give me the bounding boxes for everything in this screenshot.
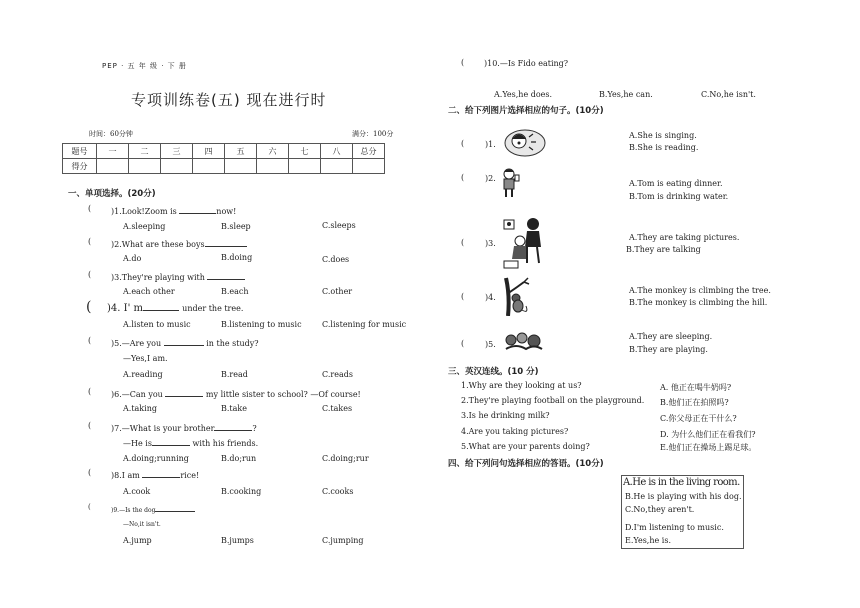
option-c: C.sleeps (322, 221, 356, 230)
answer-paren[interactable]: ( (461, 339, 465, 348)
answer-option: C.No,they aren't. (625, 505, 695, 514)
score-table (62, 143, 385, 174)
picture-option-b: B.They are playing. (629, 345, 708, 354)
match-left-item[interactable]: 1.Why are they looking at us? (461, 381, 582, 390)
question-text: now! (216, 207, 237, 216)
question-3 (111, 271, 245, 282)
picture-question-number: )5. (485, 340, 496, 349)
answer-blank[interactable] (207, 271, 245, 280)
option-c: C.doing;rur (322, 454, 369, 463)
option-a: A.Yes,he does. (494, 90, 553, 99)
answer-paren[interactable]: ( (88, 204, 92, 213)
answer-paren[interactable]: ( (88, 503, 91, 511)
answer-blank[interactable] (165, 388, 203, 397)
question-text: )5.—Are you (111, 339, 162, 348)
question-10: )10.—Is Fido eating? (484, 59, 569, 68)
picture-question-number: )3. (485, 239, 496, 248)
question-text: )1.Look!Zoom is (111, 207, 177, 216)
question-6 (111, 388, 361, 399)
question-text: )9.—Is the dog (111, 507, 156, 514)
question-line2: —Yes,I am. (123, 354, 168, 363)
answer-paren[interactable]: ( (88, 237, 92, 246)
match-right-item[interactable]: E.他们正在操场上踢足球。 (660, 443, 757, 452)
picture-question-number: )2. (485, 174, 496, 183)
picture-option-a: A.They are taking pictures. (629, 233, 740, 242)
option-c: C.cooks (322, 487, 354, 496)
option-c: C.reads (322, 370, 353, 379)
section4-heading: 四、给下列问句选择相应的答语。(10分) (448, 459, 604, 469)
table-cell: 总分 (353, 144, 385, 159)
picture-question-number: )4. (485, 293, 496, 302)
question-4 (107, 302, 243, 314)
answer-option: A.He is in the living room. (623, 477, 740, 488)
score-input-cell[interactable] (257, 159, 289, 174)
table-cell: 三 (161, 144, 193, 159)
match-right-item[interactable]: D. 为什么他们正在看我们? (660, 430, 756, 439)
option-b: B.read (221, 370, 248, 379)
score-input-cell[interactable] (353, 159, 385, 174)
picture-option-b: B.Tom is drinking water. (629, 192, 729, 201)
question-5 (111, 337, 259, 348)
option-c: C.does (322, 255, 350, 264)
picture-question-number: )1. (485, 140, 496, 149)
score-table-score-row (63, 159, 385, 174)
answer-paren[interactable]: ( (88, 387, 92, 396)
question-text: )4. I' m (107, 303, 143, 314)
series-label: PEP · 五 年 级 · 下 册 (102, 62, 187, 70)
picture-option-b: B.The monkey is climbing the hill. (629, 298, 768, 307)
option-a: A.listen to music (123, 320, 191, 329)
question-text: my little sister to school? —Of course! (205, 390, 361, 399)
question-9 (111, 505, 195, 514)
option-a: A.do (123, 254, 142, 263)
answer-paren[interactable]: ( (86, 299, 92, 315)
answer-paren[interactable]: ( (88, 336, 92, 345)
answer-paren[interactable]: ( (461, 238, 465, 247)
option-b: B.doing (221, 253, 253, 262)
answer-blank[interactable] (205, 238, 247, 247)
option-b: B.take (221, 404, 247, 413)
option-a: A.reading (123, 370, 163, 379)
match-right-item[interactable]: B.他们正在拍照吗? (660, 398, 729, 407)
question-7 (111, 422, 257, 433)
option-a: A.jump (123, 536, 152, 545)
score-input-cell[interactable] (321, 159, 353, 174)
option-b: B.cooking (221, 487, 262, 496)
option-b: B.sleep (221, 222, 251, 231)
score-input-cell[interactable] (289, 159, 321, 174)
answer-paren[interactable]: ( (461, 292, 465, 301)
section1-heading: 一、单项选择。(20分) (68, 189, 156, 199)
answer-paren[interactable]: ( (461, 139, 465, 148)
question-text: )3.They're playing with (111, 273, 205, 282)
score-input-cell[interactable] (193, 159, 225, 174)
question-2 (111, 238, 247, 249)
answer-blank[interactable] (142, 469, 180, 478)
picture-option-a: A.Tom is eating dinner. (629, 179, 723, 188)
kids-playing-picture (504, 331, 544, 353)
question-1 (111, 205, 236, 216)
option-c: C.No,he isn't. (701, 90, 756, 99)
option-c: C.takes (322, 404, 353, 413)
match-left-item[interactable]: 5.What are your parents doing? (461, 442, 590, 451)
answer-paren[interactable]: ( (88, 270, 92, 279)
score-table-header-row (63, 144, 385, 159)
option-a: A.taking (123, 404, 157, 413)
match-left-item[interactable]: 3.Is he drinking milk? (461, 411, 550, 420)
monkey-climbing-picture (502, 276, 532, 316)
page-title: 专项训练卷(五) 现在进行时 (131, 91, 327, 109)
question-text: )2.What are these boys (111, 240, 205, 249)
picture-option-b: B.She is reading. (629, 143, 699, 152)
section2-heading: 二、给下列图片选择相应的句子。(10分) (448, 106, 604, 116)
answer-blank[interactable] (179, 205, 216, 214)
table-cell: 得分 (63, 159, 97, 174)
table-cell: 五 (225, 144, 257, 159)
option-b: B.each (221, 287, 249, 296)
answer-blank[interactable] (152, 437, 190, 446)
match-left-item[interactable]: 2.They're playing football on the playground. (461, 396, 645, 405)
question-text: in the study? (206, 339, 259, 348)
answer-option: E.Yes,he is. (625, 536, 671, 545)
answer-paren[interactable]: ( (461, 58, 465, 67)
answer-paren[interactable]: ( (461, 173, 465, 182)
option-a: A.sleeping (123, 222, 166, 231)
option-c: C.jumping (322, 536, 364, 545)
question-text: with his friends. (192, 439, 259, 448)
question-text: under the tree. (182, 304, 244, 313)
full-score-label: 满分：100分 (352, 130, 394, 138)
question-text: rice! (180, 471, 200, 480)
picture-option-a: A.They are sleeping. (629, 332, 713, 341)
question-text: )7.—What is your brother (111, 424, 215, 433)
match-right-item[interactable]: A. 他正在喝牛奶吗? (660, 383, 732, 392)
table-cell: 八 (321, 144, 353, 159)
table-cell: 一 (97, 144, 129, 159)
question-text: —He is (123, 439, 152, 448)
table-cell: 七 (289, 144, 321, 159)
question-8 (111, 469, 199, 480)
picture-option-a: A.The monkey is climbing the tree. (629, 286, 771, 295)
question-line2 (123, 437, 258, 448)
section3-heading: 三、英汉连线。(10 分) (448, 367, 539, 377)
option-b: B.jumps (221, 536, 254, 545)
match-right-item[interactable]: C.你父母正在干什么? (660, 414, 737, 423)
answer-blank[interactable] (214, 422, 252, 431)
option-b: B.listening to music (221, 320, 302, 329)
table-cell: 题号 (63, 144, 97, 159)
option-a: A.cook (123, 487, 151, 496)
picture-option-b: B.They are talking (626, 245, 701, 254)
table-cell: 二 (129, 144, 161, 159)
answer-blank[interactable] (155, 505, 195, 512)
question-text: )6.—Can you (111, 390, 163, 399)
question-text: )8.I am (111, 471, 140, 480)
people-taking-pictures-picture (503, 217, 545, 269)
boy-drinking-picture (500, 168, 522, 198)
question-text: ? (252, 424, 257, 433)
option-a: A.each other (123, 287, 175, 296)
option-b: B.Yes,he can. (599, 90, 653, 99)
option-a: A.doing;running (123, 454, 189, 463)
score-input-cell[interactable] (161, 159, 193, 174)
table-cell: 六 (257, 144, 289, 159)
answer-blank[interactable] (143, 302, 179, 311)
option-b: B.do;run (221, 454, 257, 463)
option-c: C.other (322, 287, 353, 296)
time-label: 时间：60分钟 (89, 130, 133, 138)
answer-option: B.He is playing with his dog. (625, 492, 742, 501)
match-left-item[interactable]: 4.Are you taking pictures? (461, 427, 569, 436)
score-input-cell[interactable] (97, 159, 129, 174)
question-line2: —No,it isn't. (123, 521, 161, 528)
answer-option: D.I'm listening to music. (625, 523, 724, 532)
picture-option-a: A.She is singing. (629, 131, 697, 140)
table-cell: 四 (193, 144, 225, 159)
answer-paren[interactable]: ( (88, 468, 92, 477)
girl-singing-picture (503, 128, 547, 158)
answer-paren[interactable]: ( (88, 421, 92, 430)
score-input-cell[interactable] (129, 159, 161, 174)
option-c: C.listening for music (322, 320, 407, 329)
score-input-cell[interactable] (225, 159, 257, 174)
answer-blank[interactable] (164, 337, 204, 346)
